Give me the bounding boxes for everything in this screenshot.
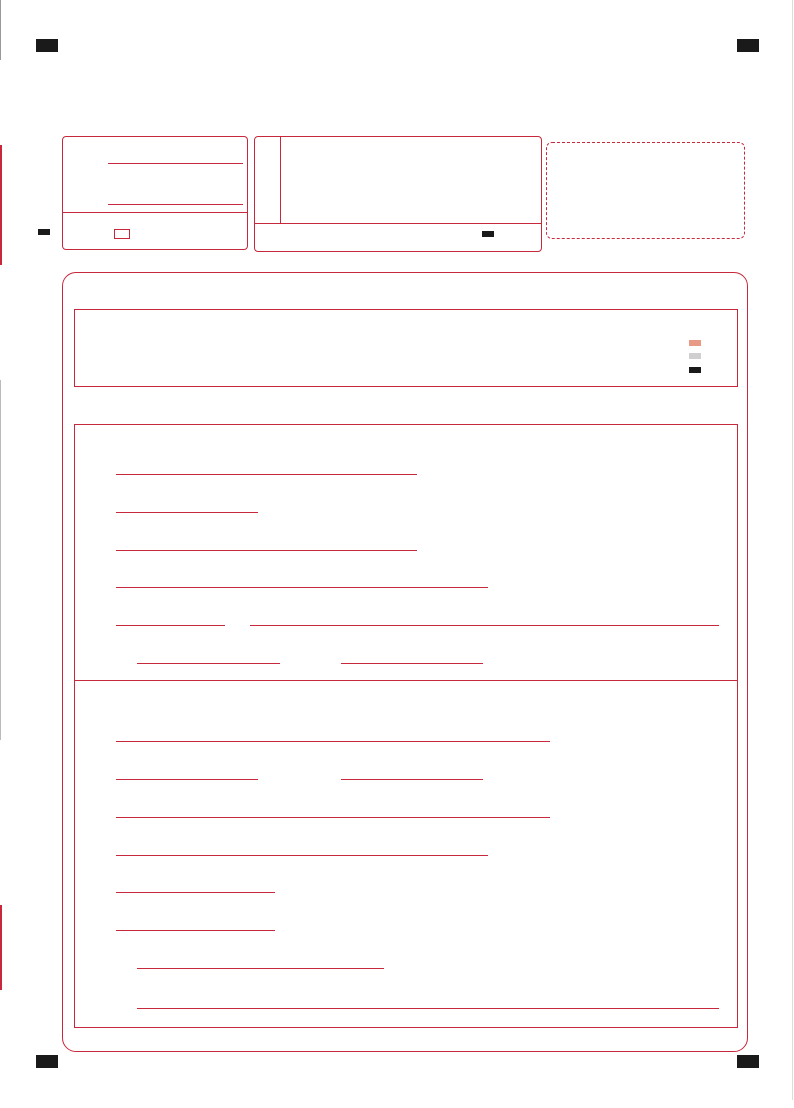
exam-id-field[interactable] bbox=[108, 204, 243, 205]
mark-black bbox=[689, 367, 701, 373]
barcode-area bbox=[546, 142, 745, 239]
q16-4-answer-line[interactable] bbox=[116, 855, 488, 856]
mark-red bbox=[689, 340, 701, 346]
q15-3-answer-line-2[interactable] bbox=[116, 587, 488, 588]
corner-mark-tl bbox=[36, 39, 58, 52]
student-info-box bbox=[62, 136, 248, 250]
absent-mark-box[interactable] bbox=[114, 229, 130, 239]
q16-7-answer-line-2[interactable] bbox=[137, 1008, 719, 1009]
q15-q16-divider bbox=[74, 680, 737, 681]
q16-5-answer-line[interactable] bbox=[116, 892, 275, 893]
q15-5-answer-line-1[interactable] bbox=[137, 663, 280, 664]
q16-2-answer-line-2[interactable] bbox=[341, 779, 483, 780]
q16-6-answer-line[interactable] bbox=[116, 930, 275, 931]
q16-7-answer-line-1[interactable] bbox=[137, 968, 384, 969]
q15-2-answer-line[interactable] bbox=[116, 512, 258, 513]
q16-2-answer-line[interactable] bbox=[116, 779, 258, 780]
q15-3-answer-line[interactable] bbox=[116, 550, 417, 551]
q16-1-answer-line[interactable] bbox=[116, 741, 550, 742]
mc-box bbox=[74, 309, 738, 387]
q15-1-answer-line[interactable] bbox=[116, 474, 417, 475]
q16-3-answer-line[interactable] bbox=[116, 817, 550, 818]
corner-mark-br bbox=[737, 1055, 759, 1068]
name-field[interactable] bbox=[108, 163, 243, 164]
corner-mark-bl bbox=[36, 1055, 58, 1068]
q15-4-answer-line[interactable] bbox=[116, 625, 225, 626]
notice-box bbox=[254, 136, 542, 252]
q15-4-answer-line-2[interactable] bbox=[250, 625, 719, 626]
free-response-box bbox=[74, 424, 738, 1028]
q15-5-answer-line-2[interactable] bbox=[341, 663, 483, 664]
corner-mark-tr bbox=[737, 39, 759, 52]
correct-fill-sample bbox=[482, 231, 494, 237]
mark-gray bbox=[689, 353, 701, 359]
